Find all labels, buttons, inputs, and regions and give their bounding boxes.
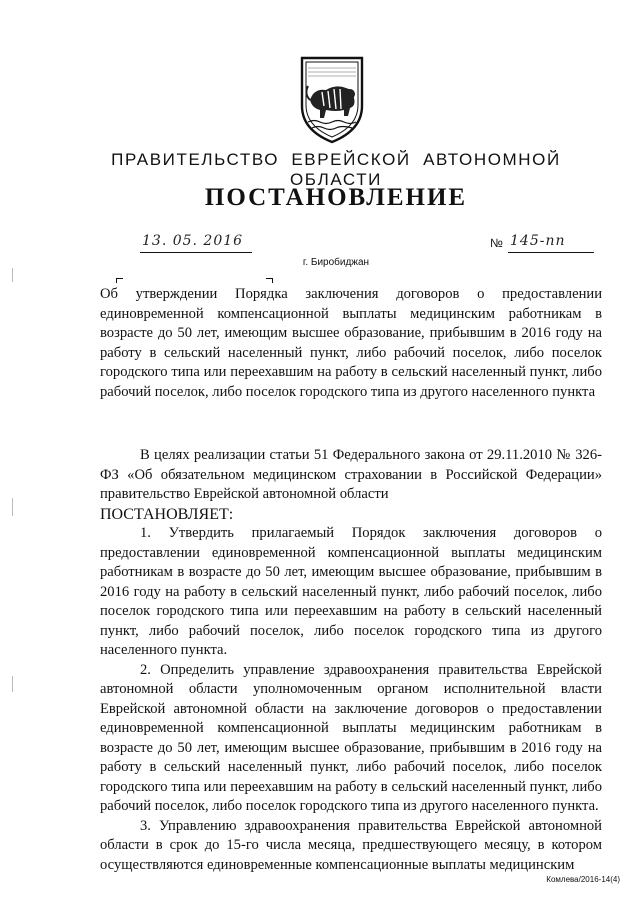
subject-bracket-left <box>116 278 123 283</box>
resolves-heading: ПОСТАНОВЛЯЕТ: <box>100 505 234 523</box>
scan-edge-mark <box>12 498 13 516</box>
city-line: г. Биробиджан <box>302 257 370 268</box>
number-sign: № <box>490 236 503 250</box>
handwritten-date: 13. 05. 2016 <box>142 233 244 249</box>
item-3-paragraph: 3. Управлению здравоохранения правительства Еврейской автономной области в срок до 15-го числа месяца, предшествующего месяцу, в котором осуществляются единовременные компенсационные выплаты медицинским <box>100 817 602 873</box>
document-title: ПОСТАНОВЛЕНИЕ <box>204 184 468 211</box>
coat-of-arms-tiger-icon <box>296 54 368 146</box>
scan-edge-mark <box>12 676 13 692</box>
document-body <box>100 446 602 875</box>
government-header: ПРАВИТЕЛЬСТВО ЕВРЕЙСКОЙ АВТОНОМНОЙ ОБЛАСТИ <box>111 150 561 189</box>
subject-bracket-right <box>266 278 273 283</box>
date-field <box>140 232 252 253</box>
item-1-paragraph: 1. Утвердить прилагаемый Порядок заключения договоров о предоставлении единовременной компенсационной выплаты медицинским работникам в возрасте до 50 лет, имеющим высшее образование, прибывшим в 2016 году на работу в сельский населенный пункт, либо рабочий поселок, либо поселок городского типа или переехавшим на работу в сельский населенный пункт, либо рабочий поселок, либо поселок городского типа из другого населенного пункта. <box>100 525 602 658</box>
item-2-paragraph: 2. Определить управление здравоохранения правительства Еврейской автономной области уполномоченным органом исполнительной власти Еврейской автономной области на заключение договоров о предоставлении единовременной компенсационной выплаты медицинским работникам в возрасте до 50 лет, имеющим высшее образование, прибывшим в 2016 году на работу в сельский населенный пункт, либо рабочий поселок, либо поселок городского типа или переехавшим на работу в сельский населенный пункт, либо рабочий поселок, либо поселок городского типа из другого населенного пункта. <box>100 661 602 814</box>
document-number-field <box>490 232 594 252</box>
handwritten-number: 145-пп <box>510 233 566 249</box>
scan-edge-mark <box>12 268 13 282</box>
document-subject: Об утверждении Порядка заключения договоров о предоставлении единовременной компенсационной выплаты медицинским работникам в возрасте до 50 лет, имеющим высшее образование, прибывшим в 2016 году на работу в сельский населенный пункт, либо рабочий поселок, либо поселок городского типа или переехавшим на работу в сельский населенный пункт, либо рабочий поселок, либо поселок городского типа из другого населенного пункта <box>100 286 602 400</box>
footer-reference: Комлева/2016-14(4) <box>546 875 620 884</box>
preamble-paragraph: В целях реализации статьи 51 Федерального закона от 29.11.2010 № 326-ФЗ «Об обязательном медицинском страховании в Российской Федерации» правительство Еврейской автономной области <box>100 447 602 502</box>
